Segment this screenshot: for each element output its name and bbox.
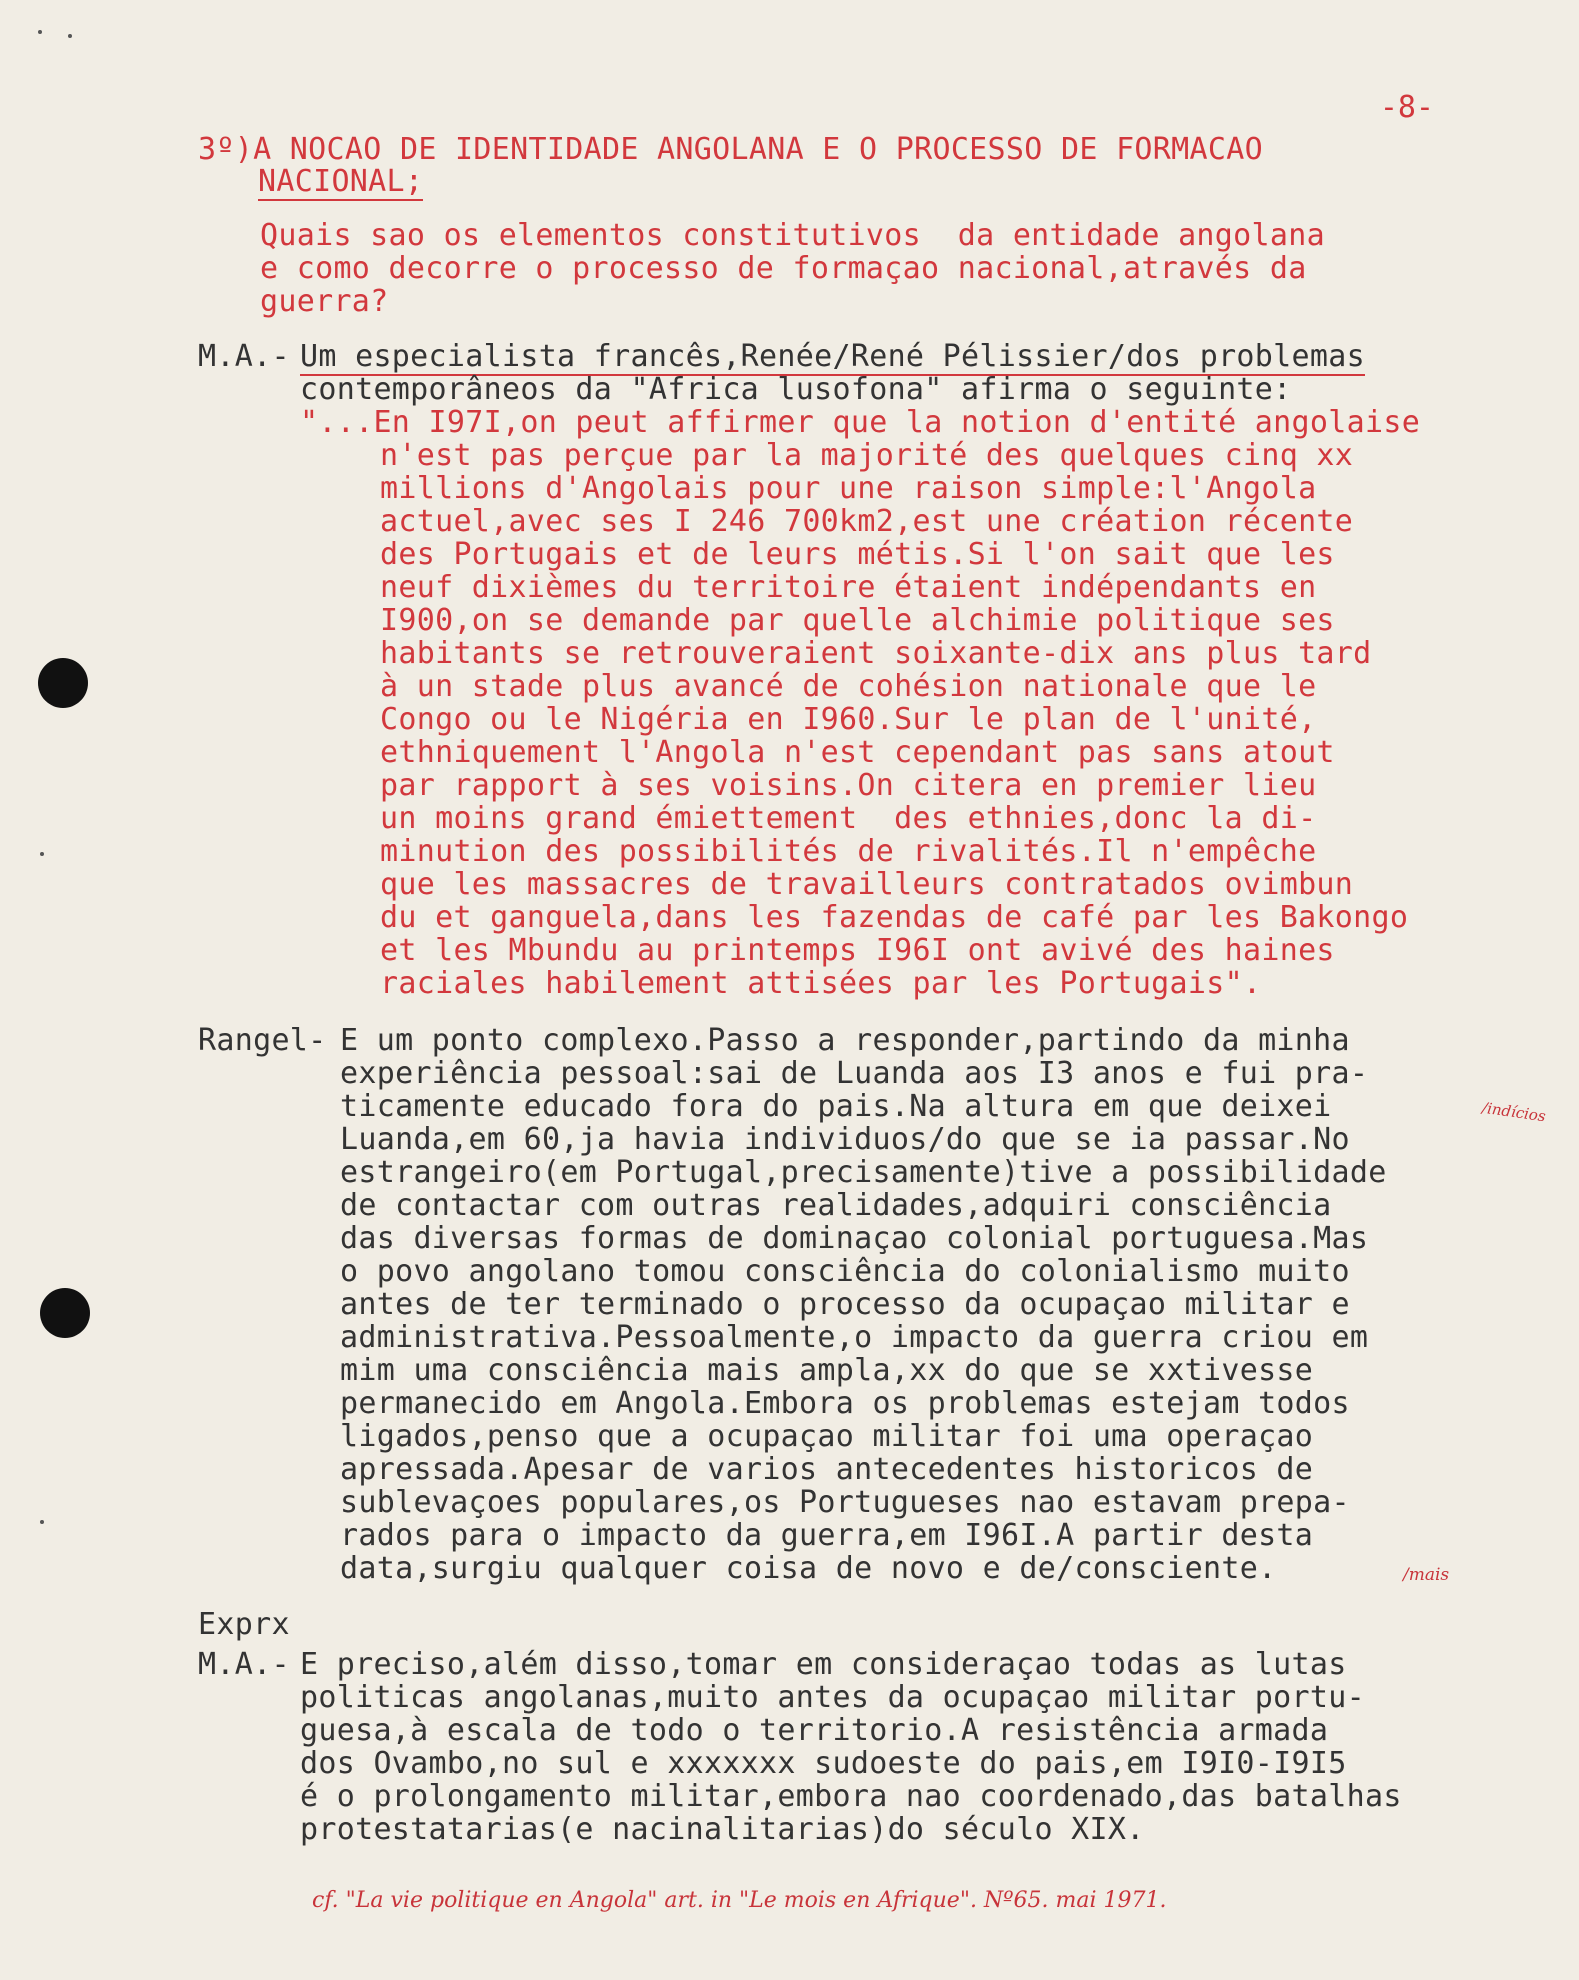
answer-line: de contactar com outras realidades,adquiri consciência <box>340 1188 1332 1223</box>
quote-line: millions d'Angolais pour une raison simple:l'Angola <box>380 471 1317 506</box>
handwritten-margin-note: /indícios <box>1481 1098 1547 1126</box>
answer-line: das diversas formas de dominaçao colonial portuguesa.Mas <box>340 1221 1369 1256</box>
answer-line: experiência pessoal:sai de Luanda aos I3 anos e fui pra- <box>340 1056 1369 1091</box>
paper-speck <box>68 34 72 38</box>
answer-line: ticamente educado fora do pais.Na altura em que deixei <box>340 1089 1332 1124</box>
section-heading: 3º)A NOCAO DE IDENTIDADE ANGOLANA E O PROCESSO DE FORMACAO <box>198 132 1263 167</box>
answer-line: estrangeiro(em Portugal,precisamente)tive a possibilidade <box>340 1155 1387 1190</box>
question-line: e como decorre o processo de formaçao nacional,através da <box>260 251 1307 286</box>
answer-line: apressada.Apesar de varios antecedentes historicos de <box>340 1452 1314 1487</box>
answer-line: o povo angolano tomou consciência do colonialismo muito <box>340 1254 1350 1289</box>
quote-line: neuf dixièmes du territoire étaient indépendants en <box>380 570 1317 605</box>
answer-line: rados para o impacto da guerra,em I96I.A partir desta <box>340 1518 1314 1553</box>
question-line: Quais sao os elementos constitutivos da entidade angolana <box>260 218 1325 253</box>
answer-line: politicas angolanas,muito antes da ocupaçao militar portu- <box>300 1680 1365 1715</box>
quote-line: à un stade plus avancé de cohésion nationale que le <box>380 669 1317 704</box>
quote-line: Congo ou le Nigéria en I960.Sur le plan de l'unité, <box>380 702 1317 737</box>
answer-line: é o prolongamento militar,embora nao coordenado,das batalhas <box>300 1779 1402 1814</box>
answer-line: guesa,à escala de todo o territorio.A resistência armada <box>300 1713 1329 1748</box>
answer-line: sublevaçoes populares,os Portugueses nao estavam prepa- <box>340 1485 1350 1520</box>
quote-line: minution des possibilités de rivalités.Il n'empêche <box>380 834 1317 869</box>
quote-line: habitants se retrouveraient soixante-dix ans plus tard <box>380 636 1372 671</box>
quote-line: n'est pas perçue par la majorité des quelques cinq xx <box>380 438 1354 473</box>
paper-speck <box>40 1520 44 1524</box>
speaker-label: M.A.- <box>198 1647 290 1682</box>
punch-hole <box>38 658 88 708</box>
paper-speck <box>38 30 42 34</box>
quote-line: et les Mbundu au printemps I96I ont avivé des haines <box>380 933 1335 968</box>
answer-line: administrativa.Pessoalmente,o impacto da guerra criou em <box>340 1320 1369 1355</box>
answer-line: ligados,penso que a ocupaçao militar foi uma operaçao <box>340 1419 1314 1454</box>
quote-line: du et ganguela,dans les fazendas de café par les Bakongo <box>380 900 1409 935</box>
quote-line: que les massacres de travailleurs contratados ovimbun <box>380 867 1354 902</box>
quote-line: des Portugais et de leurs métis.Si l'on sait que les <box>380 537 1335 572</box>
handwritten-insertion: /mais <box>1403 1565 1450 1585</box>
handwritten-footnote: cf. "La vie politique en Angola" art. in "Le mois en Afrique". Nº65. mai 1971. <box>312 1888 1167 1913</box>
answer-line: E um ponto complexo.Passo a responder,partindo da minha <box>340 1023 1350 1058</box>
answer-line: mim uma consciência mais ampla,xx do que se xxtivesse <box>340 1353 1314 1388</box>
answer-line: protestatarias(e nacinalitarias)do século XIX. <box>300 1812 1145 1847</box>
answer-line: permanecido em Angola.Embora os problemas estejam todos <box>340 1386 1350 1421</box>
quote-line: par rapport à ses voisins.On citera en premier lieu <box>380 768 1317 803</box>
answer-line: Luanda,em 60,ja havia individuos/do que se ia passar.No <box>340 1122 1350 1157</box>
answer-line: Um especialista francês,Renée/René Pélissier/dos problemas <box>300 339 1365 374</box>
answer-line: contemporâneos da "Africa lusofona" afirma o seguinte: <box>300 372 1292 407</box>
section-heading-line2: NACIONAL; <box>258 164 424 199</box>
paper-speck <box>40 852 44 856</box>
struck-word: Exprx <box>198 1607 290 1642</box>
answer-line: antes de ter terminado o processo da ocupaçao militar e <box>340 1287 1350 1322</box>
quote-line: un moins grand émiettement des ethnies,donc la di- <box>380 801 1317 836</box>
quote-line: "...En I97I,on peut affirmer que la notion d'entité angolaise <box>300 405 1421 440</box>
quote-line: actuel,avec ses I 246 700km2,est une création récente <box>380 504 1354 539</box>
quote-line: ethniquement l'Angola n'est cependant pas sans atout <box>380 735 1335 770</box>
speaker-label: Rangel- <box>198 1023 327 1058</box>
question-line: guerra? <box>260 284 389 319</box>
answer-line: dos Ovambo,no sul e xxxxxxx sudoeste do pais,em I9I0-I9I5 <box>300 1746 1347 1781</box>
quote-line: I900,on se demande par quelle alchimie politique ses <box>380 603 1335 638</box>
punch-hole <box>40 1288 90 1338</box>
answer-line: data,surgiu qualquer coisa de novo e de/consciente. <box>340 1551 1277 1586</box>
page-number: -8- <box>1379 90 1434 125</box>
answer-line: E preciso,além disso,tomar em consideraçao todas as lutas <box>300 1647 1347 1682</box>
quote-line: raciales habilement attisées par les Portugais". <box>380 966 1262 1001</box>
speaker-label: M.A.- <box>198 339 290 374</box>
